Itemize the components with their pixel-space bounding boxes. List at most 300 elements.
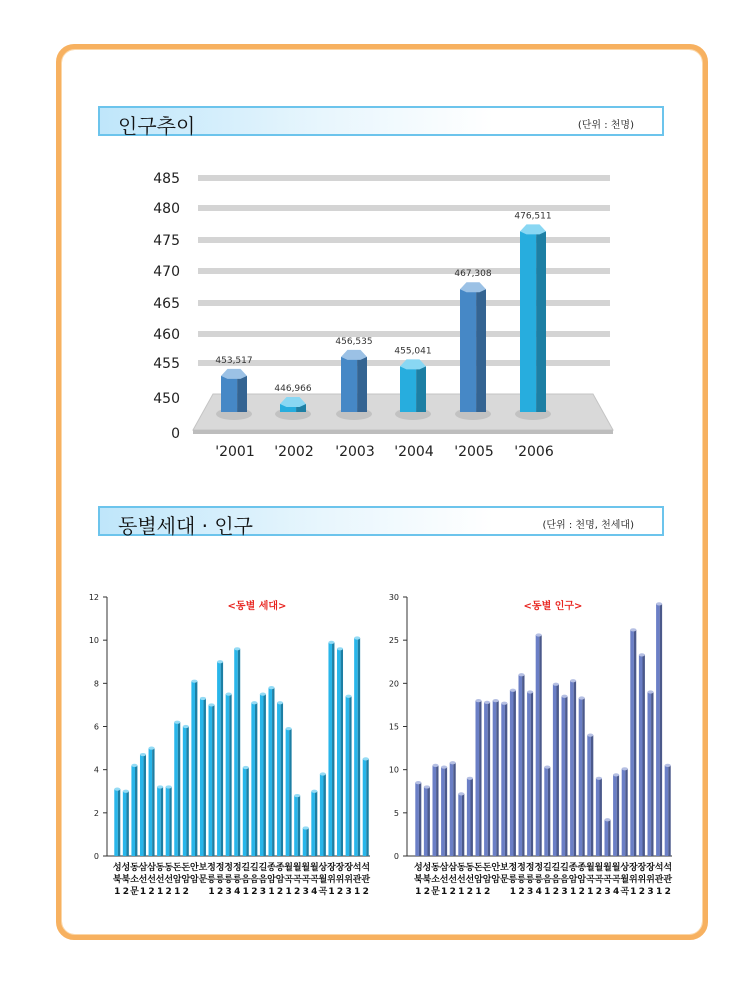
- x-tick-label: 길: [551, 863, 561, 873]
- x-tick-label: 4: [612, 887, 620, 897]
- x-tick-label: 3: [604, 887, 611, 897]
- x-tick-label: 2: [449, 887, 456, 897]
- x-tick-label: 길: [241, 863, 251, 873]
- x-tick-label: 3: [259, 887, 267, 897]
- x-tick-label: 곡: [594, 875, 604, 885]
- x-tick-label: 1: [655, 887, 663, 897]
- x-tick-label: 릉: [534, 875, 544, 885]
- x-tick-label: 월: [594, 863, 604, 873]
- bar-side: [617, 775, 619, 856]
- y-tick-label: 0: [93, 852, 99, 861]
- x-tick-label: 릉: [215, 875, 225, 885]
- bar-top: [544, 765, 550, 768]
- bar-side: [582, 698, 584, 856]
- bar-side: [496, 701, 498, 856]
- y-tick-label: 5: [393, 808, 399, 818]
- x-tick-label: 성: [413, 863, 423, 873]
- y-tick-label: 12: [88, 593, 99, 602]
- x-tick-label: 북: [422, 875, 432, 885]
- data-label: 456,535: [335, 336, 373, 347]
- bar-top: [647, 690, 653, 693]
- bar-top: [475, 699, 481, 702]
- x-tick-label: 돈: [474, 863, 483, 873]
- bar: [570, 681, 574, 856]
- x-tick-label: 삼: [138, 863, 148, 873]
- x-tick-label: 길: [542, 863, 552, 873]
- x-tick-label: 릉: [207, 875, 216, 885]
- x-tick-label: 4: [234, 887, 241, 897]
- x-tick-label: 2: [216, 887, 224, 897]
- x-tick-label: 1: [544, 887, 551, 897]
- x-tick-label: 곡: [611, 875, 621, 885]
- y-tick-label: 485: [153, 171, 180, 187]
- x-tick-label: 길: [249, 863, 259, 873]
- x-tick-label: 2: [595, 887, 603, 897]
- bar-top: [579, 696, 585, 699]
- x-tick-label: 문: [499, 875, 509, 885]
- bar-side: [531, 692, 533, 856]
- y-tick-label: 30: [388, 593, 399, 602]
- x-tick-label: 1: [569, 887, 577, 897]
- bar-top: [604, 818, 610, 821]
- x-tick-label: 1: [285, 887, 292, 897]
- x-tick-label: 동: [465, 863, 475, 873]
- x-tick-label: 정: [224, 863, 234, 873]
- x-tick-label: 곡: [603, 875, 612, 885]
- x-tick-label: 성: [121, 863, 131, 873]
- x-tick-label: 관: [654, 875, 664, 885]
- x-tick-label: 월: [309, 863, 319, 873]
- x-tick-label: 암: [568, 875, 578, 885]
- x-tick-label: 2: [466, 887, 474, 897]
- x-tick-label: 3: [526, 887, 534, 897]
- data-label: 455,041: [394, 346, 432, 357]
- x-tick-label: 2: [552, 887, 560, 897]
- bar-side: [471, 778, 473, 856]
- y-tick-label: 10: [388, 765, 399, 775]
- bar-top: [665, 764, 671, 767]
- x-tick-label: 위: [637, 875, 647, 885]
- x-tick-label: 1: [630, 887, 637, 897]
- bar-top: [587, 734, 593, 737]
- x-tick-label: 3: [561, 887, 568, 897]
- bar: [501, 703, 505, 856]
- bar-side: [462, 794, 464, 856]
- x-tick-label: 월: [284, 863, 293, 873]
- x-tick-label: 2: [251, 887, 258, 897]
- bar-top: [510, 689, 516, 692]
- x-tick-label: 암: [482, 875, 492, 885]
- x-tick-label: 동: [130, 863, 139, 873]
- x-tick-label: 릉: [232, 875, 242, 885]
- x-tick-label: 음: [560, 875, 569, 885]
- bar-top: [493, 699, 499, 702]
- bar: [475, 701, 479, 856]
- x-tick-label: 정: [534, 863, 544, 873]
- bar-top: [656, 602, 662, 605]
- bar-side: [488, 702, 490, 856]
- bar-side: [436, 765, 438, 856]
- x-tick-label: '2003: [335, 444, 375, 460]
- y-tick-label: 15: [388, 722, 399, 732]
- x-tick-label: 종: [275, 863, 285, 873]
- x-tick-label: 3: [647, 887, 654, 897]
- x-tick-label: 암: [577, 875, 587, 885]
- bar-top: [467, 777, 473, 780]
- x-tick-label: 장: [646, 863, 655, 873]
- bar: [544, 767, 548, 856]
- bar-side: [557, 684, 559, 856]
- x-tick-label: 4: [535, 887, 542, 897]
- x-tick-label: 2: [182, 887, 189, 897]
- y-tick-label: 450: [153, 391, 180, 407]
- bar-side: [419, 783, 421, 856]
- bar: [604, 820, 608, 856]
- bar-side: [643, 655, 645, 856]
- y-tick-label: 0: [393, 852, 399, 861]
- bar: [630, 630, 634, 856]
- x-tick-label: '2005: [454, 444, 494, 460]
- x-tick-label: 곡: [301, 875, 311, 885]
- bar-side: [600, 778, 602, 856]
- x-tick-label: 상: [620, 863, 630, 873]
- data-label: 476,511: [514, 211, 552, 222]
- bar-side: [591, 735, 593, 856]
- x-tick-label: 월: [292, 863, 302, 873]
- x-tick-label: 월: [611, 863, 621, 873]
- y-tick-label: 25: [388, 636, 399, 646]
- x-tick-label: 1: [475, 887, 482, 897]
- y-tick-label: 465: [153, 296, 180, 312]
- population-trend-title: 인구추이: [118, 114, 196, 138]
- x-tick-label: 안: [491, 863, 501, 873]
- x-tick-label: 장: [637, 863, 647, 873]
- chart-title: <동별 세대>: [227, 601, 287, 612]
- x-tick-label: 정: [525, 863, 535, 873]
- bar-side: [660, 604, 662, 856]
- x-tick-label: 선: [439, 875, 449, 885]
- x-tick-label: 1: [268, 887, 275, 897]
- bar: [613, 775, 617, 856]
- x-tick-label: 릉: [224, 875, 234, 885]
- x-tick-label: 정: [207, 863, 216, 873]
- x-tick-label: 선: [164, 875, 174, 885]
- x-tick-label: 1: [242, 887, 249, 897]
- x-tick-label: 관: [663, 875, 673, 885]
- x-tick-label: 2: [518, 887, 525, 897]
- bar: [536, 635, 540, 856]
- x-tick-label: 석: [352, 863, 362, 873]
- bar-side: [548, 767, 550, 856]
- x-tick-label: '2002: [274, 444, 314, 460]
- x-tick-label: 음: [249, 875, 259, 885]
- x-tick-label: 곡: [318, 887, 328, 897]
- chart-title: <동별 인구>: [523, 601, 583, 612]
- x-tick-label: 1: [509, 887, 517, 897]
- bar: [415, 783, 419, 856]
- x-tick-label: 길: [258, 863, 268, 873]
- bar: [596, 778, 600, 856]
- bar-side: [608, 820, 610, 856]
- x-tick-label: 곡: [292, 875, 302, 885]
- x-tick-label: 돈: [482, 863, 492, 873]
- x-tick-label: 위: [327, 875, 336, 885]
- x-tick-label: 길: [560, 863, 569, 873]
- x-tick-label: '2006: [514, 444, 554, 460]
- x-tick-label: 선: [155, 875, 165, 885]
- x-tick-label: 곡: [620, 887, 630, 897]
- bar-side: [445, 767, 447, 856]
- x-tick-label: 1: [328, 887, 335, 897]
- x-tick-label: 2: [638, 887, 646, 897]
- x-tick-label: 동: [431, 863, 440, 873]
- x-tick-label: 동: [155, 863, 165, 873]
- x-tick-label: 월: [318, 875, 328, 885]
- bar: [432, 765, 436, 856]
- bar: [450, 763, 454, 856]
- bar: [467, 778, 471, 856]
- x-tick-label: 2: [148, 887, 155, 897]
- x-tick-label: 북: [413, 875, 423, 885]
- district-title: 동별세대 · 인구: [118, 514, 253, 538]
- bar: [622, 769, 626, 856]
- y-tick-label: 0: [171, 426, 180, 442]
- bar: [647, 692, 651, 856]
- bar-side: [668, 765, 670, 856]
- x-tick-label: 삼: [439, 863, 449, 873]
- y-tick-label: 470: [153, 264, 180, 280]
- bar: [518, 675, 522, 856]
- bar: [579, 698, 583, 856]
- x-tick-label: 북: [121, 875, 131, 885]
- x-tick-label: 문: [431, 887, 440, 897]
- bar-top: [432, 764, 438, 767]
- bar-side: [453, 763, 455, 856]
- x-tick-label: 음: [241, 875, 251, 885]
- bar: [587, 735, 591, 856]
- x-tick-label: 정: [232, 863, 242, 873]
- x-tick-label: 위: [335, 875, 345, 885]
- x-tick-label: 정: [215, 863, 225, 873]
- x-tick-label: 릉: [525, 875, 535, 885]
- x-tick-label: 관: [361, 875, 371, 885]
- bar-side: [565, 696, 567, 856]
- x-tick-label: 문: [198, 875, 208, 885]
- bar: [527, 692, 531, 856]
- bar-top: [622, 767, 628, 770]
- data-label: 453,517: [215, 355, 253, 366]
- bar-side: [574, 681, 576, 856]
- x-tick-label: '2004: [394, 444, 434, 460]
- bar: [510, 690, 514, 856]
- x-tick-label: 소: [130, 875, 139, 885]
- x-tick-label: 1: [587, 887, 594, 897]
- bar-top: [553, 683, 559, 686]
- bar-top: [458, 792, 464, 795]
- x-tick-label: 3: [302, 887, 309, 897]
- x-tick-label: 1: [415, 887, 422, 897]
- bar-side: [428, 787, 430, 856]
- x-tick-label: 위: [344, 875, 353, 885]
- bar-side: [514, 690, 516, 856]
- x-tick-label: 2: [294, 887, 301, 897]
- bar: [493, 701, 497, 856]
- x-tick-label: 정: [517, 863, 526, 873]
- y-tick-label: 4: [93, 765, 99, 775]
- x-tick-label: 관: [352, 875, 362, 885]
- x-tick-label: 석: [663, 863, 673, 873]
- data-label: 467,308: [454, 269, 492, 280]
- bar-top: [527, 690, 533, 693]
- x-tick-label: 장: [344, 863, 353, 873]
- x-tick-label: 선: [138, 875, 148, 885]
- x-tick-label: 종: [568, 863, 578, 873]
- bar-top: [450, 761, 456, 764]
- x-tick-label: 동: [456, 863, 466, 873]
- x-tick-label: 보: [499, 863, 509, 873]
- x-tick-label: 소: [431, 875, 440, 885]
- x-tick-label: 곡: [309, 875, 319, 885]
- x-tick-label: 1: [440, 887, 448, 897]
- x-tick-label: 암: [190, 875, 199, 885]
- x-tick-label: 북: [112, 875, 122, 885]
- x-tick-label: 1: [458, 887, 465, 897]
- bar: [639, 655, 643, 856]
- x-tick-label: 장: [327, 863, 336, 873]
- y-tick-label: 475: [153, 233, 180, 249]
- bar: [656, 604, 660, 856]
- x-tick-label: 릉: [508, 875, 518, 885]
- x-tick-label: 곡: [284, 875, 293, 885]
- bar-top: [613, 773, 619, 776]
- y-tick-label: 460: [153, 327, 180, 343]
- bar-side: [539, 635, 541, 856]
- x-tick-label: 2: [276, 887, 284, 897]
- y-tick-label: 8: [93, 679, 99, 689]
- y-tick-label: 6: [93, 722, 99, 732]
- y-tick-label: 455: [153, 356, 180, 372]
- bar-side: [479, 701, 481, 856]
- x-tick-label: 종: [267, 863, 276, 873]
- x-tick-label: 문: [130, 887, 139, 897]
- x-tick-label: 선: [448, 875, 458, 885]
- x-tick-label: 암: [275, 875, 285, 885]
- bar-side: [625, 769, 627, 856]
- y-tick-label: 10: [88, 636, 99, 646]
- bar: [424, 787, 428, 856]
- x-tick-label: 곡: [585, 875, 595, 885]
- x-tick-label: 위: [628, 875, 638, 885]
- x-tick-label: 정: [508, 863, 518, 873]
- bar-top: [536, 633, 542, 636]
- x-tick-label: 종: [577, 863, 587, 873]
- x-tick-label: 1: [208, 887, 215, 897]
- bar-top: [639, 653, 645, 656]
- bar-side: [651, 692, 653, 856]
- x-tick-label: 돈: [181, 863, 191, 873]
- bar-top: [415, 781, 421, 784]
- bar-top: [484, 701, 490, 704]
- x-tick-label: 상: [318, 863, 328, 873]
- x-tick-label: 선: [147, 875, 156, 885]
- x-tick-label: '2001: [215, 444, 255, 460]
- bar-top: [596, 777, 602, 780]
- x-tick-label: 3: [345, 887, 352, 897]
- bar: [553, 684, 557, 856]
- x-tick-label: 2: [664, 887, 671, 897]
- x-tick-label: 음: [542, 875, 552, 885]
- y-tick-label: 20: [388, 679, 399, 689]
- bar: [441, 767, 445, 856]
- x-tick-label: 2: [362, 887, 369, 897]
- x-tick-label: 4: [311, 887, 318, 897]
- bar-top: [518, 673, 524, 676]
- y-tick-label: 2: [93, 808, 99, 818]
- x-tick-label: 암: [491, 875, 501, 885]
- x-tick-label: 삼: [448, 863, 458, 873]
- x-tick-label: 월: [603, 863, 612, 873]
- x-tick-label: 1: [156, 887, 164, 897]
- x-tick-label: 월: [620, 875, 630, 885]
- y-tick-label: 480: [153, 201, 180, 217]
- x-tick-label: 2: [483, 887, 491, 897]
- x-tick-label: 장: [628, 863, 638, 873]
- x-tick-label: 돈: [172, 863, 182, 873]
- x-tick-label: 암: [267, 875, 276, 885]
- x-tick-label: 음: [551, 875, 561, 885]
- x-tick-label: 2: [165, 887, 172, 897]
- x-tick-label: 2: [336, 887, 344, 897]
- bar: [665, 765, 669, 856]
- x-tick-label: 2: [122, 887, 129, 897]
- bar-top: [561, 695, 567, 698]
- x-tick-label: 위: [646, 875, 655, 885]
- x-tick-label: 안: [190, 863, 199, 873]
- x-tick-label: 성: [422, 863, 432, 873]
- x-tick-label: 월: [585, 863, 595, 873]
- bar-top: [570, 679, 576, 682]
- bar-top: [630, 628, 636, 631]
- x-tick-label: 1: [174, 887, 181, 897]
- district-unit: (단위 : 천명, 천세대): [542, 520, 634, 531]
- x-tick-label: 암: [181, 875, 191, 885]
- bar-top: [424, 785, 430, 788]
- bar-top: [441, 765, 447, 768]
- x-tick-label: 1: [139, 887, 147, 897]
- x-tick-label: 보: [198, 863, 208, 873]
- x-tick-label: 2: [578, 887, 585, 897]
- x-tick-label: 1: [114, 887, 121, 897]
- population-trend-unit: (단위 : 천명): [577, 120, 634, 131]
- x-tick-label: 선: [465, 875, 475, 885]
- bar: [561, 696, 565, 856]
- x-tick-label: 3: [225, 887, 232, 897]
- x-tick-label: 석: [654, 863, 664, 873]
- bar-side: [634, 630, 636, 856]
- x-tick-label: 1: [354, 887, 361, 897]
- x-tick-label: 월: [301, 863, 311, 873]
- data-label: 446,966: [274, 384, 312, 394]
- bar: [484, 702, 488, 856]
- bar-top: [501, 702, 507, 705]
- x-tick-label: 삼: [147, 863, 156, 873]
- bar-side: [505, 703, 507, 856]
- x-tick-label: 성: [112, 863, 122, 873]
- bar: [458, 794, 462, 856]
- x-tick-label: 암: [172, 875, 182, 885]
- x-tick-label: 동: [164, 863, 174, 873]
- x-tick-label: 릉: [517, 875, 526, 885]
